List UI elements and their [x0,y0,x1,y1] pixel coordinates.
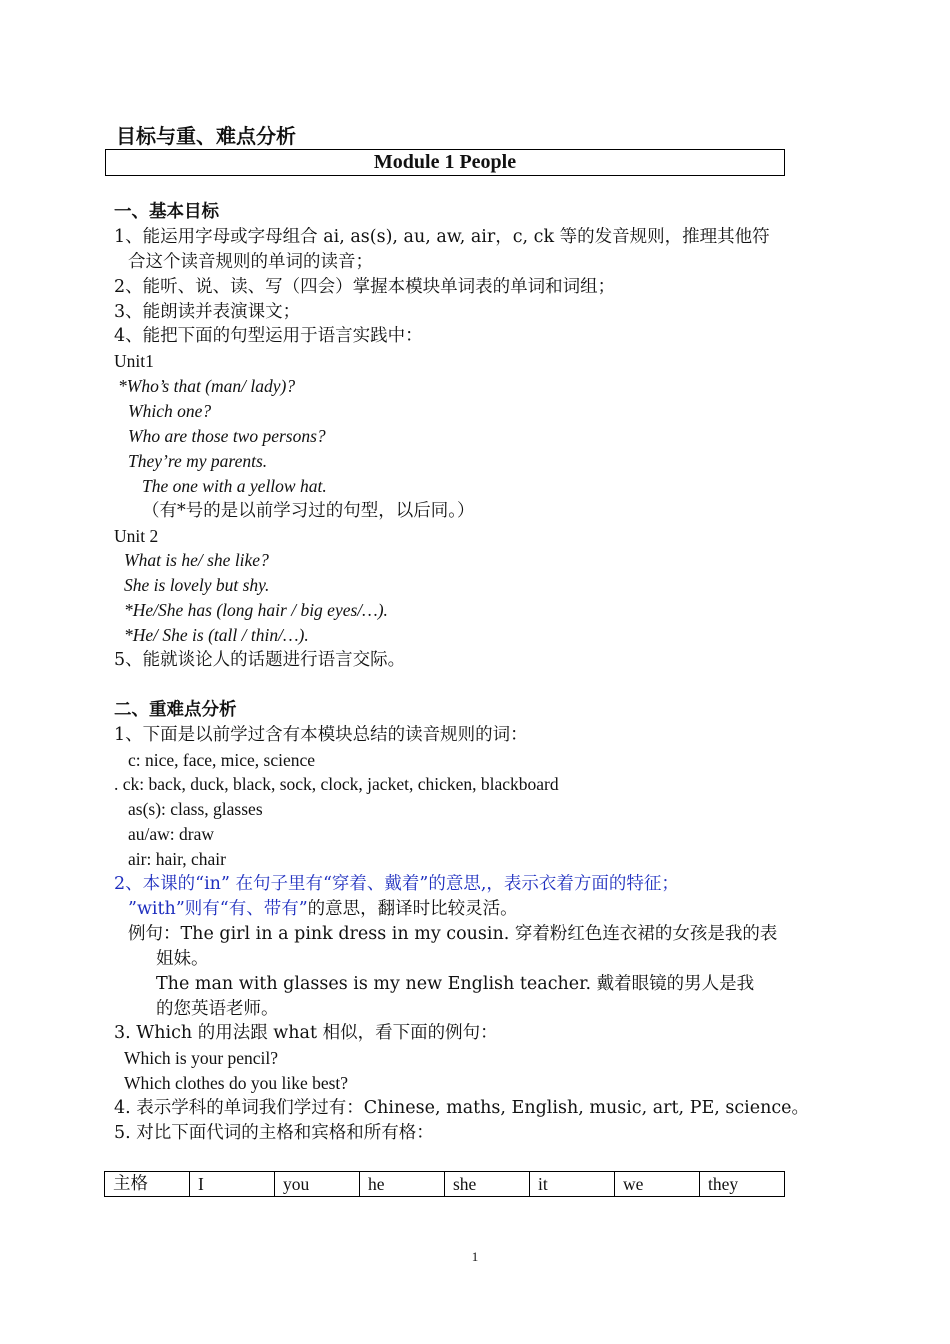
phonics-line: c: nice, face, mice, science [128,749,316,770]
phonics-line: . ck: back, duck, black, sock, clock, jacket, chicken, blackboard [114,774,559,795]
goal-line-1-cont: 合这个读音规则的单词的读音； [128,251,373,272]
module-title-box: Module 1 People [105,149,785,176]
table-cell: we [615,1172,700,1197]
example-sentence-2: The man with glasses is my new English teacher. 戴着眼镜的男人是我 [156,973,755,994]
unit2-sentence: *He/She has (long hair / big eyes/…). [124,600,388,621]
key-point-5: 5. 对比下面代词的主格和宾格和所有格： [114,1122,434,1143]
unit1-sentence: The one with a yellow hat. [142,475,327,496]
table-cell: I [190,1172,275,1197]
page-title: 目标与重、难点分析 [116,124,296,148]
page-number: 1 [471,1249,479,1264]
phonics-line: au/aw: draw [128,824,215,845]
table-row [105,1172,785,1197]
unit1-sentence: They’re my parents. [128,450,268,471]
unit1-label: Unit1 [114,351,154,372]
goal-line-5: 5、能就谈论人的话题进行语言交际。 [114,650,406,671]
goal-line-3: 3、能朗读并表演课文； [114,301,301,322]
key-point-2-rest: 的意思，翻译时比较灵活。 [307,898,518,919]
key-point-3: 3. Which 的用法跟 what 相似，看下面的例句： [114,1023,498,1044]
unit2-label: Unit 2 [114,525,159,546]
key-point-4: 4. 表示学科的单词我们学过有：Chinese, maths, English, music, art, PE, science。 [114,1098,810,1119]
unit1-sentence: Which one? [128,401,212,422]
key-point-1: 1、下面是以前学过含有本模块总结的读音规则的词： [114,724,528,745]
which-example: Which clothes do you like best? [124,1073,349,1094]
document-body [114,200,810,1146]
goal-line-2: 2、能听、说、读、写（四会）掌握本模块单词表的单词和词组； [114,276,616,297]
unit2-sentence: She is lovely but shy. [124,575,270,596]
phonics-line: as(s): class, glasses [128,799,263,820]
table-cell: they [700,1172,785,1197]
unit2-sentence: What is he/ she like? [124,550,269,571]
unit1-sentence: Who are those two persons? [128,426,326,447]
key-point-2-highlight: ”with”则有“有、带有” [128,898,308,919]
goal-line-1: 1、能运用字母或字母组合 ai, as(s), au, aw, air，c, ck 等的发音规则，推理其他符 [114,226,770,247]
unit1-sentence: *Who’s that (man/ lady)? [118,376,296,397]
phonics-line: air: hair, chair [128,849,226,870]
goal-line-4: 4、能把下面的句型运用于语言实践中： [114,326,423,347]
table-cell: he [360,1172,445,1197]
key-point-2: 2、本课的“in” 在句子里有“穿着、戴着”的意思,，表示衣着方面的特征； [114,874,679,895]
example-sentence-2-cont: 的您英语老师。 [156,998,279,1019]
section2-heading: 二、重难点分析 [114,699,237,720]
table-cell: you [275,1172,360,1197]
example-sentence-1: 例句：The girl in a pink dress in my cousin. 穿着粉红色连衣裙的女孩是我的表 [128,923,778,944]
table-cell: it [530,1172,615,1197]
section1-heading: 一、基本目标 [114,202,219,222]
table-cell: 主格 [105,1172,190,1197]
pronoun-table [104,1171,785,1197]
which-example: Which is your pencil? [124,1048,279,1069]
table-cell: she [445,1172,530,1197]
note-line: （有*号的是以前学习过的句型，以后同。） [142,500,475,521]
unit2-sentence: *He/ She is (tall / thin/…). [124,625,309,646]
key-point-2-cont [114,897,794,922]
example-sentence-1-cont: 姐妹。 [156,948,209,969]
